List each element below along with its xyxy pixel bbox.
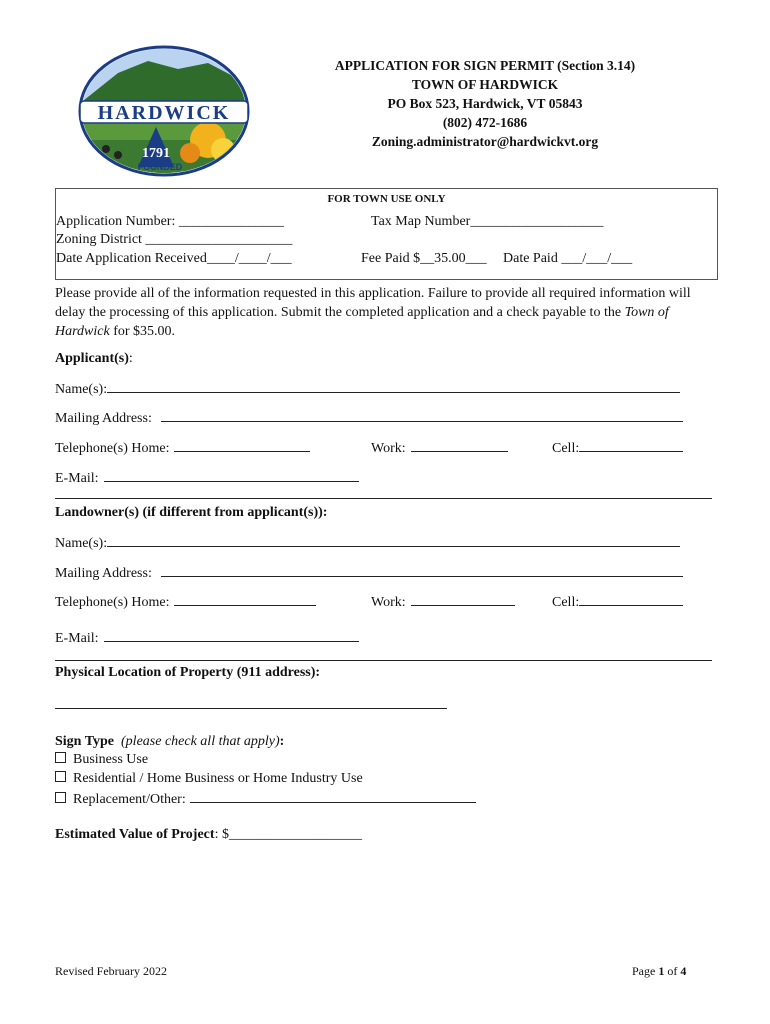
landowner-mailing-label: Mailing Address: bbox=[55, 566, 152, 581]
application-number-field[interactable]: Application Number: _______________ bbox=[56, 214, 284, 229]
landowner-mailing-input[interactable] bbox=[161, 564, 683, 577]
town-email: Zoning.administrator@hardwickvt.org bbox=[371, 134, 599, 149]
logo-founded-text: FOUNDED bbox=[137, 162, 183, 172]
applicant-phone-row bbox=[55, 439, 310, 457]
landowner-work-row bbox=[371, 593, 515, 611]
town-use-title: FOR TOWN USE ONLY bbox=[327, 193, 446, 205]
landowner-phone-row bbox=[55, 593, 316, 611]
applicant-email-label: E-Mail: bbox=[55, 471, 99, 486]
page-number: Page 1 of 4 bbox=[632, 964, 687, 978]
zoning-district-field[interactable]: Zoning District _____________________ bbox=[56, 232, 293, 247]
applicant-home-phone-input[interactable] bbox=[174, 439, 310, 452]
hardwick-town-seal-logo bbox=[78, 45, 250, 177]
logo-year-text: 1791 bbox=[142, 146, 170, 161]
applicant-cell-input[interactable] bbox=[579, 439, 683, 452]
landowner-email-label: E-Mail: bbox=[55, 631, 99, 646]
landowner-mailing-row bbox=[55, 564, 683, 582]
landowner-name-row bbox=[55, 534, 680, 552]
applicant-work-input[interactable] bbox=[411, 439, 508, 452]
tax-map-number-field[interactable]: Tax Map Number___________________ bbox=[371, 214, 604, 229]
applicant-email-input[interactable] bbox=[104, 469, 359, 482]
landowner-email-input[interactable] bbox=[104, 629, 359, 642]
estimated-value-field[interactable]: : $___________________ bbox=[214, 827, 362, 842]
landowner-work-label: Work: bbox=[371, 595, 406, 610]
landowner-home-phone-label: Telephone(s) Home: bbox=[55, 595, 170, 610]
estimated-value-label: Estimated Value of Project bbox=[55, 827, 215, 842]
form-title: APPLICATION FOR SIGN PERMIT (Section 3.14) bbox=[334, 58, 636, 73]
estimated-value-row[interactable] bbox=[55, 827, 362, 843]
revision-date: Revised February 2022 bbox=[55, 964, 167, 978]
section-divider bbox=[55, 660, 712, 661]
applicant-cell-label: Cell: bbox=[552, 441, 580, 456]
applicant-cell-row bbox=[552, 439, 683, 457]
landowner-heading: Landowner(s) (if different from applicant(s)): bbox=[55, 505, 328, 520]
applicant-name-input[interactable] bbox=[107, 380, 680, 393]
applicant-work-label: Work: bbox=[371, 441, 406, 456]
section-divider bbox=[55, 498, 712, 499]
applicant-name-label: Name(s): bbox=[55, 382, 108, 397]
town-address: PO Box 523, Hardwick, VT 05843 bbox=[387, 96, 583, 111]
landowner-cell-row bbox=[552, 593, 683, 611]
applicant-name-row bbox=[55, 380, 680, 398]
property-location-input[interactable] bbox=[55, 708, 447, 709]
date-received-field[interactable]: Date Application Received____/____/___ bbox=[56, 251, 292, 266]
sign-type-option-business[interactable]: Business Use bbox=[55, 752, 148, 768]
applicant-heading: Applicant(s): bbox=[55, 351, 133, 366]
applicant-mailing-label: Mailing Address: bbox=[55, 411, 152, 426]
replacement-other-input[interactable] bbox=[190, 790, 476, 803]
document-header bbox=[300, 56, 670, 151]
checkbox-replacement-other[interactable] bbox=[55, 792, 66, 803]
applicant-email-row bbox=[55, 469, 359, 487]
landowner-cell-input[interactable] bbox=[579, 593, 683, 606]
town-name: TOWN OF HARDWICK bbox=[411, 77, 559, 92]
sign-type-hint: (please check all that apply) bbox=[121, 734, 280, 749]
landowner-name-label: Name(s): bbox=[55, 536, 108, 551]
sign-type-heading: Sign Type (please check all that apply): bbox=[55, 734, 285, 749]
instructions-paragraph: Please provide all of the information requested in this application. Failure to provide all required information will delay the processing of this application. Submit the completed application and a check payable to the Town of Hardwick for $35.00. bbox=[55, 286, 691, 339]
property-location-heading: Physical Location of Property (911 address): bbox=[55, 665, 321, 680]
payee-name: Town of Hardwick bbox=[55, 305, 669, 339]
date-paid-field[interactable]: Date Paid ___/___/___ bbox=[503, 251, 633, 266]
applicant-home-phone-label: Telephone(s) Home: bbox=[55, 441, 170, 456]
applicant-work-row bbox=[371, 439, 508, 457]
checkbox-residential[interactable] bbox=[55, 771, 66, 782]
landowner-cell-label: Cell: bbox=[552, 595, 580, 610]
sign-type-option-replacement[interactable]: Replacement/Other: bbox=[55, 790, 476, 808]
town-phone: (802) 472-1686 bbox=[442, 115, 528, 130]
applicant-mailing-input[interactable] bbox=[161, 409, 683, 422]
landowner-name-input[interactable] bbox=[107, 534, 680, 547]
logo-hardwick-text: HARDWICK bbox=[97, 102, 231, 124]
landowner-home-phone-input[interactable] bbox=[174, 593, 316, 606]
fee-paid-field[interactable]: Fee Paid $__35.00___ bbox=[361, 251, 487, 266]
checkbox-business-use[interactable] bbox=[55, 752, 66, 763]
applicant-mailing-row bbox=[55, 409, 683, 427]
landowner-email-row bbox=[55, 629, 359, 647]
sign-type-option-residential[interactable]: Residential / Home Business or Home Industry Use bbox=[55, 771, 363, 787]
landowner-work-input[interactable] bbox=[411, 593, 515, 606]
